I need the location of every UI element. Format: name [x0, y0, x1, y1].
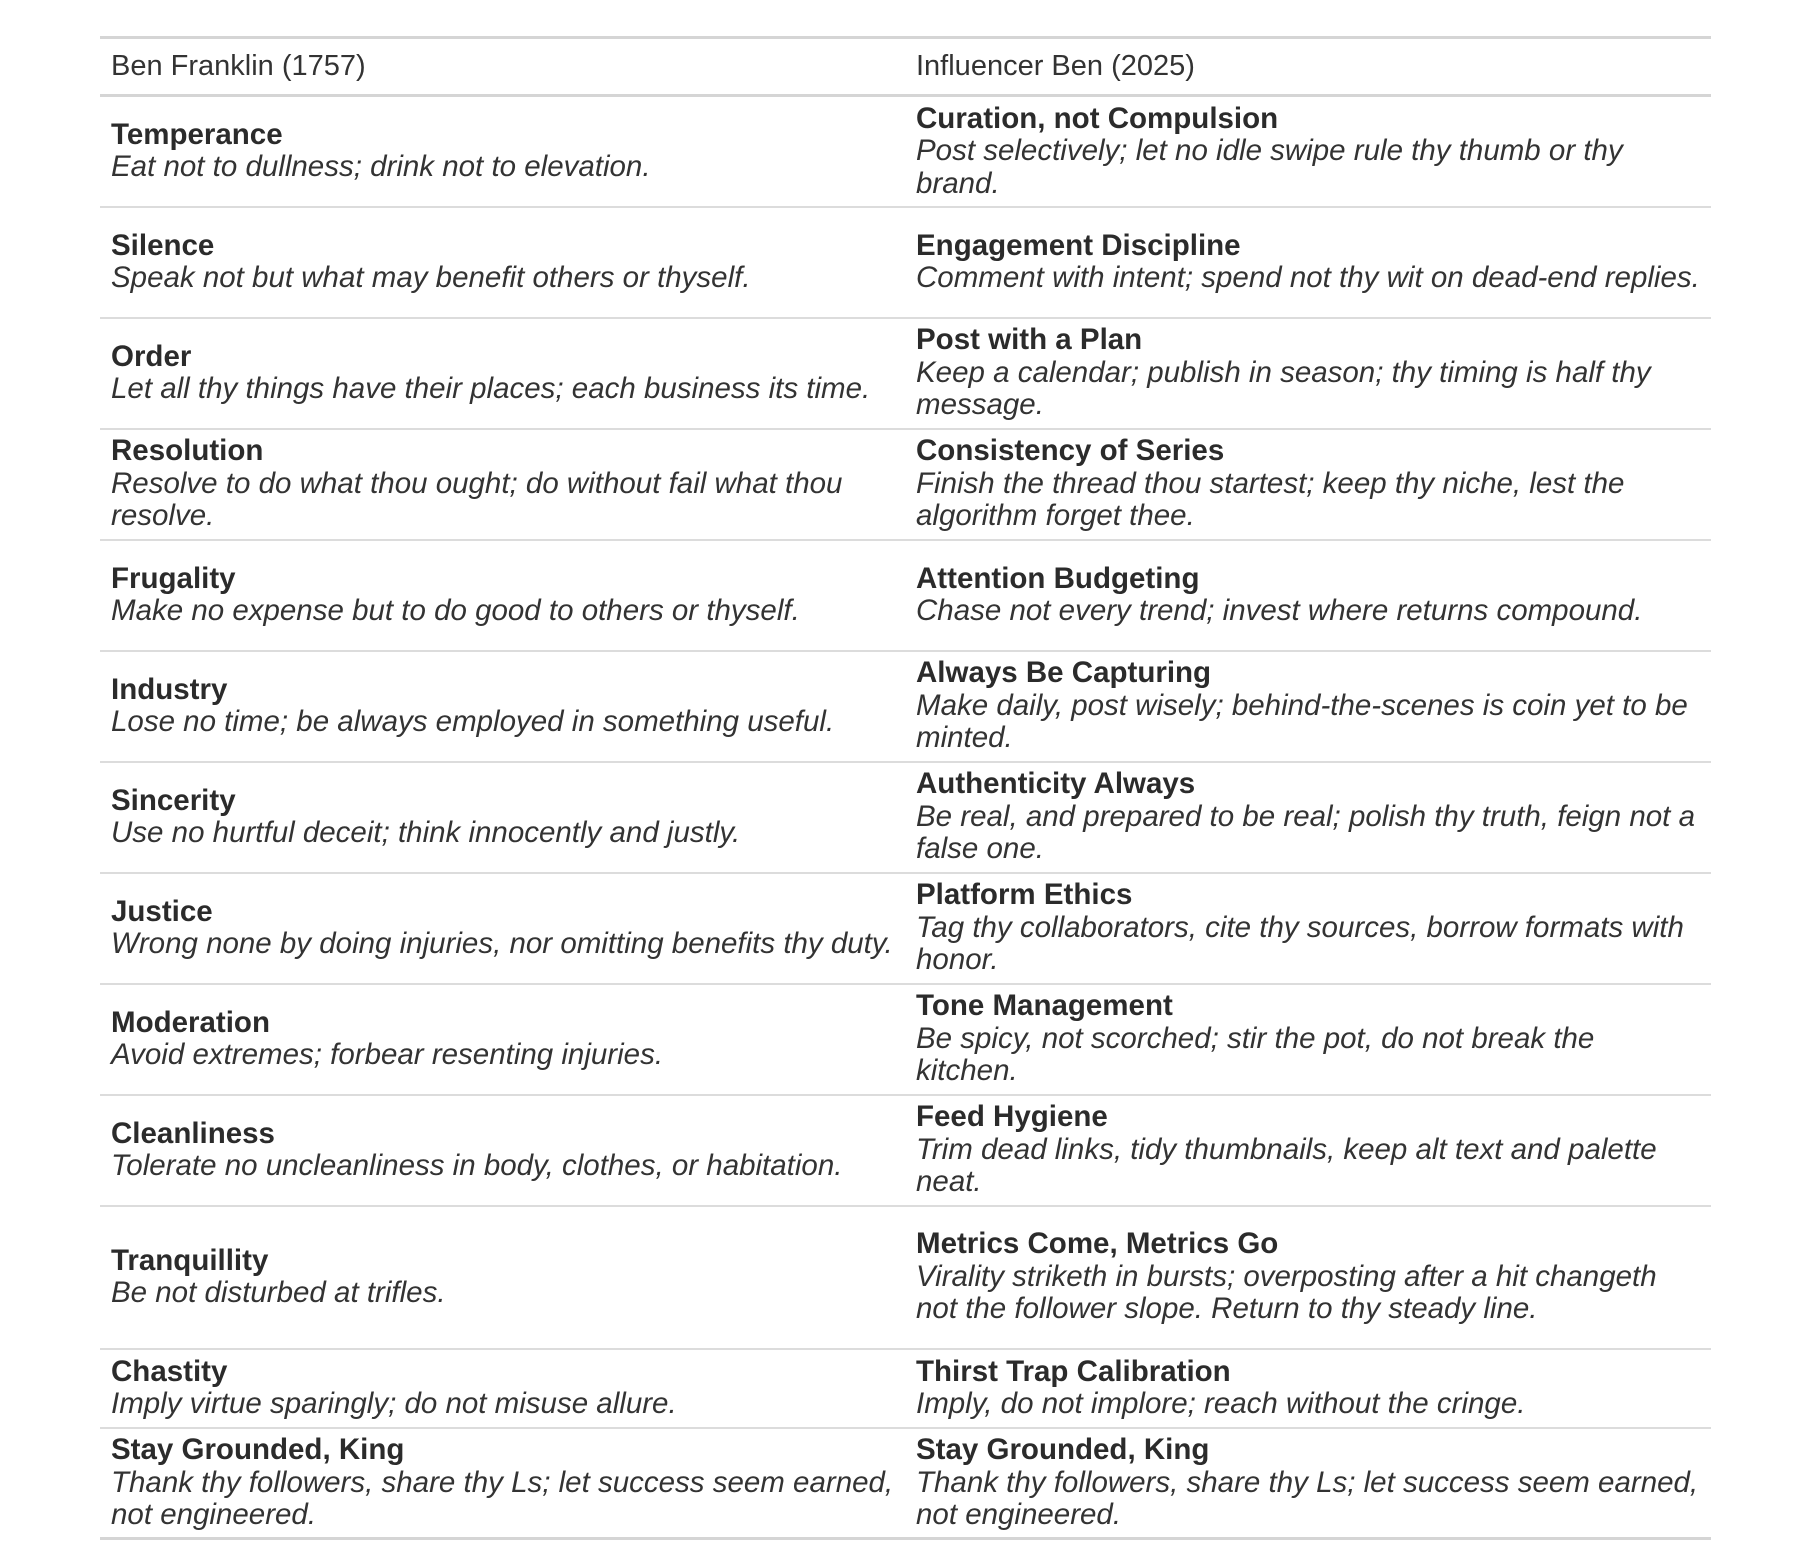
- left-cell: [100, 318, 905, 429]
- virtue-description: Be not disturbed at trifles.: [111, 1276, 446, 1309]
- virtue-description: Be real, and prepared to be real; polish thy truth, feign not a false one.: [916, 799, 1695, 866]
- table-row: [100, 651, 1711, 762]
- virtue-description: Thank thy followers, share thy Ls; let success seem earned, not engineered.: [111, 1465, 894, 1531]
- virtue-description: Make no expense but to do good to others or thyself.: [111, 594, 800, 627]
- virtue-description: Lose no time; be always employed in something useful.: [111, 705, 835, 738]
- table-row: [100, 1428, 1711, 1539]
- table-header-row: [100, 38, 1711, 96]
- virtue-name: Metrics Come, Metrics Go: [916, 1227, 1279, 1261]
- virtue-description: Avoid extremes; forbear resenting injuries.: [111, 1038, 664, 1071]
- virtue-name: Sincerity: [111, 783, 236, 817]
- left-cell: [100, 873, 905, 984]
- virtue-name: Curation, not Compulsion: [916, 101, 1279, 135]
- virtue-name: Order: [111, 339, 192, 373]
- table-row: [100, 873, 1711, 984]
- left-cell: [100, 1095, 905, 1206]
- right-cell: [905, 318, 1711, 429]
- table-row: [100, 762, 1711, 873]
- table-row: [100, 96, 1711, 207]
- virtue-description: Wrong none by doing injuries, nor omitting benefits thy duty.: [111, 927, 893, 960]
- virtue-name: Silence: [111, 228, 215, 262]
- right-cell: [905, 651, 1711, 762]
- left-cell: [100, 651, 905, 762]
- virtue-name: Platform Ethics: [916, 878, 1133, 912]
- right-cell: [905, 1206, 1711, 1349]
- right-cell: [905, 96, 1711, 207]
- virtue-name: Chastity: [111, 1354, 228, 1388]
- right-cell: [905, 207, 1711, 318]
- virtue-name: Feed Hygiene: [916, 1100, 1108, 1134]
- virtue-name: Industry: [111, 672, 228, 706]
- right-cell: [905, 540, 1711, 651]
- left-cell: [100, 1206, 905, 1349]
- virtue-description: Trim dead links, tidy thumbnails, keep alt text and palette neat.: [916, 1132, 1657, 1199]
- virtue-description: Resolve to do what thou ought; do without fail what thou resolve.: [111, 466, 843, 533]
- virtue-description: Let all thy things have their places; each business its time.: [111, 372, 871, 405]
- virtue-name: Stay Grounded, King: [111, 1433, 405, 1466]
- virtue-description: Make daily, post wisely; behind-the-scenes is coin yet to be minted.: [916, 688, 1688, 755]
- right-cell: [905, 1428, 1711, 1539]
- right-cell: [905, 873, 1711, 984]
- virtue-name: Stay Grounded, King: [916, 1433, 1210, 1466]
- virtue-description: Eat not to dullness; drink not to elevation.: [111, 150, 651, 184]
- virtue-name: Engagement Discipline: [916, 228, 1241, 262]
- virtue-description: Comment with intent; spend not thy wit on dead-end replies.: [916, 261, 1700, 294]
- left-cell: [100, 762, 905, 873]
- virtue-description: Post selectively; let no idle swipe rule thy thumb or thy brand.: [916, 134, 1623, 200]
- left-cell: [100, 96, 905, 207]
- table-row: [100, 984, 1711, 1095]
- virtue-name: Tranquillity: [111, 1243, 269, 1277]
- left-cell: [100, 1349, 905, 1428]
- virtue-name: Resolution: [111, 434, 264, 468]
- virtue-name: Post with a Plan: [916, 323, 1143, 357]
- virtue-name: Frugality: [111, 561, 236, 595]
- virtue-description: Finish the thread thou startest; keep thy niche, lest the algorithm forget thee.: [916, 466, 1625, 533]
- virtue-description: Speak not but what may benefit others or thyself.: [111, 261, 751, 294]
- virtue-description: Tag thy collaborators, cite thy sources, borrow formats with honor.: [916, 910, 1684, 977]
- left-cell: [100, 984, 905, 1095]
- virtue-description: Use no hurtful deceit; think innocently and justly.: [111, 816, 741, 849]
- left-cell: [100, 429, 905, 540]
- virtue-name: Attention Budgeting: [916, 561, 1200, 595]
- virtue-name: Moderation: [111, 1005, 270, 1039]
- right-cell: [905, 429, 1711, 540]
- virtue-name: Always Be Capturing: [916, 656, 1212, 690]
- table-row: [100, 540, 1711, 651]
- right-cell: [905, 1349, 1711, 1428]
- virtue-description: Imply virtue sparingly; do not misuse allure.: [111, 1387, 677, 1420]
- right-cell: [905, 762, 1711, 873]
- right-cell: [905, 1095, 1711, 1206]
- table-row: [100, 207, 1711, 318]
- header-influencer-ben: Influencer Ben (2025): [916, 50, 1195, 82]
- left-cell: [100, 540, 905, 651]
- virtues-comparison-table: [100, 36, 1711, 1540]
- virtue-name: Justice: [111, 894, 213, 928]
- table-row: [100, 1095, 1711, 1206]
- virtue-name: Consistency of Series: [916, 434, 1225, 468]
- virtue-description: Be spicy, not scorched; stir the pot, do not break the kitchen.: [916, 1021, 1595, 1088]
- table-row: [100, 429, 1711, 540]
- virtue-name: Cleanliness: [111, 1116, 275, 1150]
- virtue-description: Keep a calendar; publish in season; thy timing is half thy message.: [916, 355, 1651, 422]
- virtue-description: Virality striketh in bursts; overposting after a hit changeth not the follower slope. Return to thy steady line.: [916, 1259, 1657, 1326]
- header-ben-franklin: Ben Franklin (1757): [111, 50, 366, 82]
- virtue-description: Chase not every trend; invest where returns compound.: [916, 594, 1643, 627]
- virtue-description: Imply, do not implore; reach without the cringe.: [916, 1387, 1526, 1420]
- left-cell: [100, 207, 905, 318]
- virtue-description: Tolerate no uncleanliness in body, clothes, or habitation.: [111, 1149, 843, 1182]
- virtue-description: Thank thy followers, share thy Ls; let success seem earned, not engineered.: [916, 1465, 1699, 1531]
- table-row: [100, 1206, 1711, 1349]
- table-row: [100, 1349, 1711, 1428]
- left-cell: [100, 1428, 905, 1539]
- virtue-name: Authenticity Always: [916, 767, 1196, 801]
- table-row: [100, 318, 1711, 429]
- right-cell: [905, 984, 1711, 1095]
- virtue-name: Thirst Trap Calibration: [916, 1354, 1231, 1388]
- virtue-name: Temperance: [111, 117, 283, 151]
- virtue-name: Tone Management: [916, 989, 1173, 1023]
